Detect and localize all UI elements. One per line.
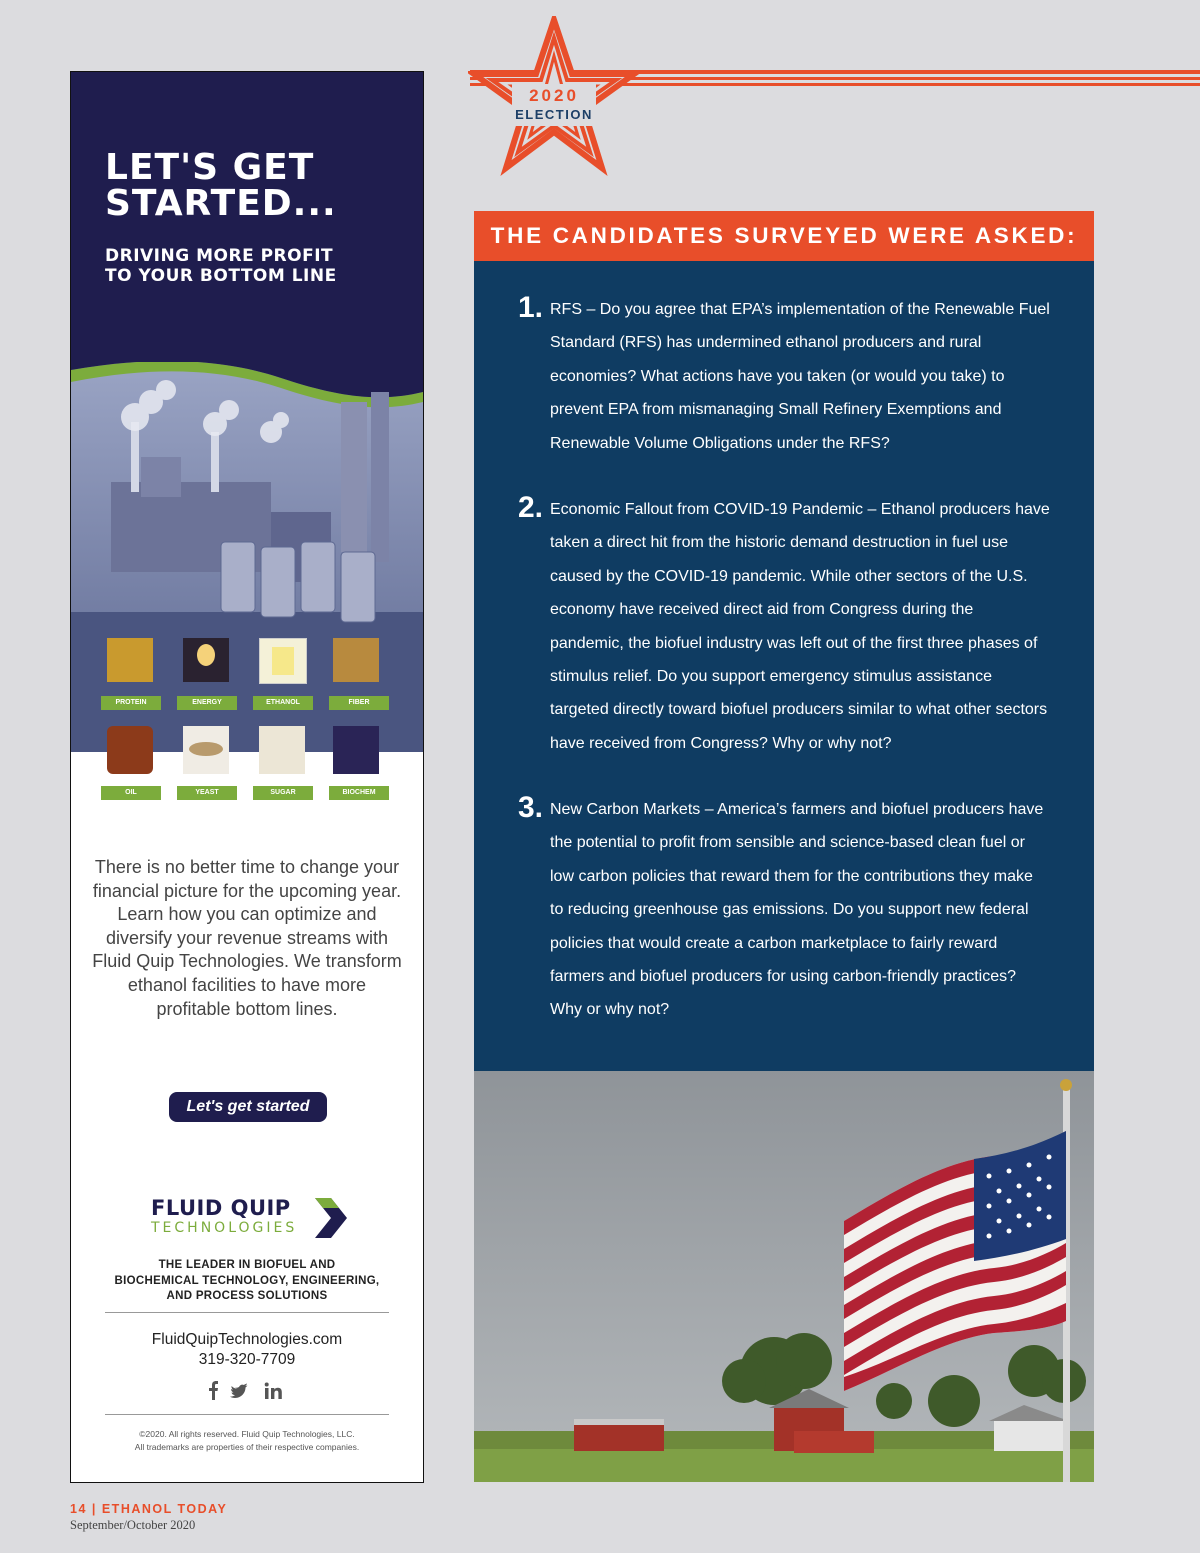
page-footer-issue: September/October 2020 <box>70 1518 196 1532</box>
ad-tagline-line-2: BIOCHEMICAL TECHNOLOGY, ENGINEERING, <box>114 1274 380 1287</box>
product-label-sugar: SUGAR <box>253 786 313 800</box>
divider <box>105 1312 389 1313</box>
question-text: RFS – Do you agree that EPA’s implementation of the Renewable Fuel Standard (RFS) has undermined ethanol producers and rural economies? What actions have you taken (or would you take) to prevent EPA from mismanaging Small Refinery Exemptions and Renewable Volume Obligations under the RFS? <box>550 301 1050 452</box>
fiber-tile <box>333 638 379 682</box>
question-text: New Carbon Markets – America’s farmers and biofuel producers have the potential to profit from sensible and science-based clean fuel or low carbon policies that reward them for the contributions they make to reducing greenhouse gas emissions. Do you support new federal policies that would create a carbon marketplace to fairly reward farmers and biofuel producers for using carbon-friendly practices? Why or why not? <box>550 801 1044 1019</box>
linkedin-icon[interactable] <box>265 1383 282 1400</box>
sugar-tile <box>259 726 305 774</box>
ad-subhead-line-1: DRIVING MORE PROFIT <box>105 246 334 266</box>
logo-text-top: FLUID QUIP <box>151 1196 291 1220</box>
logo-text-bottom: TECHNOLOGIES <box>151 1220 298 1236</box>
fluid-quip-advertisement <box>70 71 424 1483</box>
ad-headline-line-1: LET'S GET <box>105 147 315 188</box>
ad-contact <box>71 1330 423 1370</box>
chevron-right-icon <box>311 1198 347 1238</box>
ad-subhead <box>105 246 405 286</box>
american-flag-farm-photo <box>474 1071 1094 1482</box>
page-footer-folio: 14 | ETHANOL TODAY <box>70 1502 228 1516</box>
ad-header-panel <box>71 72 423 382</box>
ad-headline-line-2: STARTED... <box>105 183 337 224</box>
question-number: 1. <box>518 291 544 324</box>
twitter-icon[interactable] <box>230 1384 248 1399</box>
website-link[interactable]: FluidQuipTechnologies.com <box>151 1331 343 1348</box>
question-number: 2. <box>518 491 544 524</box>
product-label-fiber: FIBER <box>329 696 389 710</box>
product-label-biochem: BIOCHEM <box>329 786 389 800</box>
phone-number: 319-320-7709 <box>198 1351 296 1368</box>
ad-tagline-line-3: AND PROCESS SOLUTIONS <box>166 1290 328 1302</box>
lets-get-started-button[interactable]: Let's get started <box>169 1092 327 1122</box>
survey-header: THE CANDIDATES SURVEYED WERE ASKED: <box>474 211 1094 261</box>
badge-label: ELECTION <box>515 107 593 122</box>
copyright-line-1: ©2020. All rights reserved. Fluid Quip Technologies, LLC. <box>139 1429 355 1439</box>
survey-questions-panel <box>474 261 1094 1071</box>
question-number: 3. <box>518 791 544 824</box>
energy-tile <box>183 638 229 682</box>
ad-copyright <box>71 1428 423 1454</box>
product-label-oil: OIL <box>101 786 161 800</box>
divider <box>105 1414 389 1415</box>
oil-tile <box>107 726 153 774</box>
product-label-ethanol: ETHANOL <box>253 696 313 710</box>
protein-tile <box>107 638 153 682</box>
ethanol-plant-photo <box>71 362 423 752</box>
biochem-tile <box>333 726 379 774</box>
fluid-quip-logo <box>151 1196 351 1242</box>
social-icons <box>203 1380 293 1402</box>
product-label-energy: ENERGY <box>177 696 237 710</box>
facebook-icon[interactable] <box>209 1381 218 1400</box>
ad-subhead-line-2: TO YOUR BOTTOM LINE <box>105 266 337 286</box>
product-label-yeast: YEAST <box>177 786 237 800</box>
election-star-badge <box>468 16 640 181</box>
ad-headline <box>105 147 337 224</box>
ad-tagline <box>71 1258 423 1305</box>
copyright-line-2: All trademarks are properties of their respective companies. <box>134 1442 360 1452</box>
badge-year: 2020 <box>529 86 579 105</box>
ad-tagline-line-1: THE LEADER IN BIOFUEL AND <box>158 1259 336 1271</box>
question-text: Economic Fallout from COVID-19 Pandemic – Ethanol producers have taken a direct hit from the historic demand destruction in fuel use caused by the COVID-19 pandemic. While other sectors of the U.S. economy have received direct aid from Congress during the pandemic, the biofuel industry was left out of the first three phases of stimulus relief. Do you support emergency stimulus assistance targeted directly toward biofuel producers similar to what other sectors have received from Congress? Why or why not? <box>550 501 1050 752</box>
yeast-tile <box>183 726 229 774</box>
ad-body-text: There is no better time to change your financial picture for the upcoming year. Learn how you can optimize and diversify your revenue streams with Fluid Quip Technologies. We transform ethanol facilities to have more profitable bottom lines. <box>92 857 402 1019</box>
product-label-protein: PROTEIN <box>101 696 161 710</box>
ethanol-tile <box>259 638 307 684</box>
